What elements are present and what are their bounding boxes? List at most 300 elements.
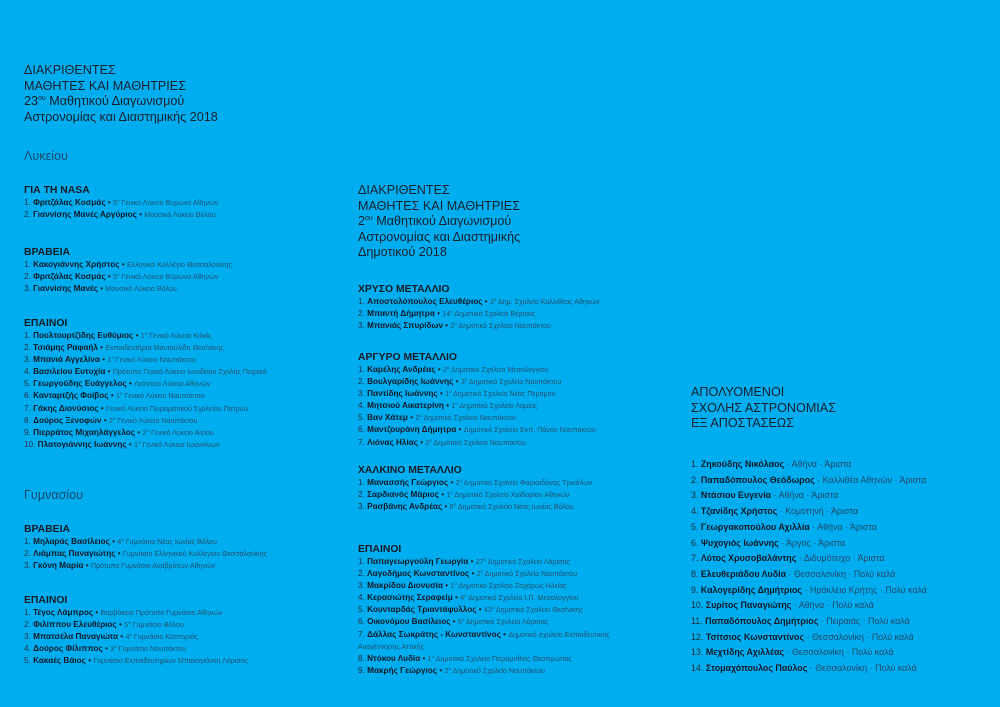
section-gold: [358, 284, 600, 332]
student-name: Κακογιάννης Χρήστος: [33, 260, 120, 269]
dimotiko-column: [358, 183, 520, 261]
student-name: Γεωργούδης Ευάγγελος: [33, 379, 127, 389]
list-item: [358, 653, 648, 665]
bullet-separator: •: [420, 437, 424, 447]
bullet-separator: •: [454, 593, 458, 603]
bullet-separator: •: [100, 343, 104, 353]
school-name: $1^o$ Δημοτικό Σχολείο Χαϊδαρίου Αθηνών: [446, 490, 570, 500]
student-name: Φριτζάλας Κοσμάς: [33, 272, 106, 282]
graduate-item: [691, 598, 927, 614]
school-name: $8^o$ Δημοτικό Σχολείο Νέας Ιωνίας Βόλου: [449, 502, 574, 512]
section-heading: ΕΠΑΙΝΟΙ: [24, 595, 68, 606]
title-line: Δημοτικού 2018: [358, 245, 447, 260]
graduate-name: Ελευθεριάδου Λυδία: [700, 568, 787, 579]
item-number: 5.: [358, 413, 365, 423]
list-item: [358, 665, 648, 677]
list-item: [24, 209, 218, 221]
item-number: 4.: [691, 506, 699, 517]
title-line: Αστρονομίας και Διαστημικής 2018: [24, 109, 218, 124]
list-item: [358, 308, 600, 320]
school-name: $1^o$ Γενικό Λύκειο Ναυπάκτου: [107, 355, 196, 365]
bullet-separator: ·: [866, 631, 870, 642]
title-line: ΔΙΑΚΡΙΘΕΝΤΕΣ: [358, 183, 450, 197]
title-line: ΕΞ ΑΠΟΣΤΑΣΕΩΣ: [691, 416, 795, 431]
item-number: 1.: [24, 537, 31, 546]
bullet-separator: •: [88, 656, 92, 666]
student-name: Κανταρτζής Φοίβος: [33, 391, 109, 401]
item-number: 5.: [24, 379, 31, 389]
gymnasiou-heading: Γυμνασίου: [24, 488, 84, 502]
graduate-item: [691, 567, 927, 583]
list-item: [358, 376, 596, 388]
graduate-item: [691, 661, 927, 677]
graduate-item: [691, 504, 927, 520]
list-item: [358, 437, 596, 449]
item-number: 1.: [24, 198, 31, 207]
bullet-separator: •: [85, 561, 89, 571]
list-item: [24, 619, 248, 631]
graduate-grade: Άριστα: [849, 521, 877, 532]
student-name: Φριτζάλας Κοσμάς: [33, 198, 106, 207]
item-number: 2.: [358, 490, 365, 500]
graduate-grade: Άριστα: [818, 537, 846, 548]
student-name: Βουλγαρίδης Ιωάννης: [367, 377, 454, 387]
bullet-separator: ·: [826, 506, 830, 517]
bullet-separator: •: [95, 608, 99, 617]
section-nasa: [24, 185, 218, 221]
bullet-separator: ·: [819, 459, 823, 469]
bullet-separator: •: [105, 644, 108, 654]
bullet-separator: ·: [826, 600, 830, 611]
school-name: $27^o$ Δημοτικό Σχολείο Λάρισας: [475, 557, 571, 566]
bullet-separator: ·: [773, 490, 777, 501]
school-name: $2^o$ Δημοτικό Σχολείο Ναυπάκτου: [476, 569, 578, 579]
section-heading: ΒΡΑΒΕΙΑ: [24, 247, 70, 258]
bullet-separator: •: [455, 377, 459, 387]
graduate-item: [691, 614, 927, 630]
section-vraveia-lykeiou: [24, 247, 232, 295]
bullet-separator: ·: [862, 616, 866, 627]
item-number: 3.: [24, 561, 31, 571]
item-number: 9.: [24, 427, 31, 437]
list-item: [24, 342, 267, 354]
student-name: Μητσιού Αικατερίνη: [367, 401, 444, 411]
school-name: $2^o$ Δημοτικό Σχολείο Ναυπάκτου: [425, 437, 526, 447]
graduate-grade: Άριστα: [857, 553, 885, 564]
student-name: Πουλτουρτζίδης Ευθύμιος: [33, 331, 134, 340]
school-name: $1^o$ Δημοτικό Σχολείο Νέας Περάμου: [445, 389, 556, 399]
bullet-separator: •: [478, 605, 482, 615]
school-name: $4^o$ Γυμνάσιο Νέας Ιωνίας Βόλου: [117, 537, 217, 546]
title-line: $23^{o\upsilon}$ Μαθητικού Διαγωνισμού: [24, 94, 185, 109]
bullet-separator: •: [110, 391, 114, 401]
school-name: $43^o$ Δημοτικό Σχολείο Θεσ/νίκης: [483, 605, 584, 615]
list-item: [358, 592, 648, 604]
student-name: Βαν Χάτεμ: [367, 413, 408, 423]
graduate-grade: Πολύ καλά: [832, 600, 874, 611]
student-name: Μπανιά Αγγελίνα: [33, 355, 100, 365]
bullet-separator: •: [439, 389, 443, 399]
item-number: 1.: [24, 608, 31, 617]
school-name: $2^o$ Δημοτικό Σχολείο Ναυπάκτου: [444, 665, 545, 675]
school-name: Λεόντειο Λύκειο Αθηνών: [134, 380, 211, 389]
graduate-name: Τσίτσιος Κωνσταντίνος: [705, 631, 805, 642]
list-item: [358, 501, 592, 513]
left-title: [24, 63, 218, 125]
item-number: 2.: [24, 343, 31, 353]
bullet-separator: ·: [779, 506, 783, 517]
item-number: 7.: [24, 403, 31, 413]
bullet-separator: ·: [846, 647, 850, 658]
school-name: $1^o$ Γενικό Λύκειο Κιλκίς: [140, 331, 212, 340]
graduate-grade: Άριστα: [824, 459, 852, 469]
list-item: [358, 629, 648, 653]
school-name: Γυμνάσιο Εκπαιδευτηρίων Μπακογιάννη Λάρισας: [93, 657, 249, 666]
graduate-city: Κομοτηνή: [785, 506, 824, 517]
item-number: 3.: [358, 321, 365, 331]
item-number: 4.: [24, 367, 31, 377]
bullet-separator: •: [452, 617, 456, 627]
school-name: $3^o$ Γυμνάσιο Ναυπάκτου: [110, 644, 187, 654]
school-name: $1^o$ Γενικό Λύκειο Ναυπάκτου: [115, 391, 205, 401]
list-item: [358, 364, 596, 376]
item-number: 7.: [691, 553, 699, 564]
lykeiou-heading: Λυκείου: [24, 149, 68, 163]
item-number: 3.: [358, 581, 365, 591]
student-name: Καρέλης Ανδρέας: [367, 365, 436, 374]
bullet-separator: •: [112, 537, 116, 546]
school-name: $4^o$ Δημοτικό Σχολείο Ι.Π. Μεσολογγίου: [460, 593, 579, 603]
list-item: [24, 631, 248, 643]
list-item: [24, 403, 267, 415]
graduate-grade: Πολύ καλά: [871, 631, 914, 642]
graduate-name: Γεωργακοπούλου Αχιλλία: [700, 521, 810, 532]
student-name: Κουνταρδάς Τριαντάφυλλος: [367, 605, 477, 615]
bullet-separator: •: [422, 653, 426, 663]
bullet-separator: ·: [786, 459, 790, 469]
bullet-separator: ·: [788, 568, 792, 579]
graduate-city: Αθήνα: [778, 490, 804, 501]
school-name: Δημοτικό Σχολείο Εκπ. Πάνου Ναυπάκτου: [463, 426, 596, 435]
graduate-grade: Πολύ καλά: [875, 663, 917, 674]
list-item: [358, 604, 648, 616]
school-name: $5^o$ Γενικό Λύκειο Βύρωνα Αθηνών: [113, 272, 219, 282]
school-name: Γυμνάσιο Ελληνικού Κολλεγίου Θεσσαλονίκης: [122, 550, 268, 559]
list-item: [24, 378, 267, 390]
title-line: ΑΠΟΛΥΟΜΕΝΟΙ: [691, 385, 785, 399]
school-name: $2^o$ Γενικό Λύκειο Ναυπάκτου: [108, 415, 198, 425]
list-item: [358, 489, 592, 501]
student-name: Οικονόμου Βασίλειος: [367, 617, 451, 627]
bullet-separator: •: [103, 415, 107, 425]
bullet-separator: ·: [806, 631, 810, 642]
section-silver: [358, 352, 596, 449]
graduate-grade: Άριστα: [811, 490, 839, 501]
item-number: 13.: [691, 647, 704, 658]
bullet-separator: •: [107, 272, 111, 282]
list-item: [24, 283, 232, 295]
item-number: 2.: [358, 377, 365, 387]
item-number: 8.: [358, 653, 365, 663]
item-number: 1.: [358, 557, 365, 566]
graduate-item: [691, 488, 927, 504]
student-name: Μπανιάς Σπυρίδων: [367, 321, 443, 331]
bullet-separator: ·: [812, 521, 816, 532]
graduate-city: Αθήνα: [798, 600, 825, 611]
school-name: $1^o$ Δημοτικό Σχολείο Λαμίας: [451, 401, 538, 411]
item-number: 9.: [691, 584, 699, 595]
graduate-grade: Πολύ καλά: [868, 616, 910, 627]
graduate-city: Άργος: [786, 537, 811, 548]
graduate-name: Ψυχογιός Ιωάννης: [700, 537, 779, 548]
item-number: 2.: [358, 309, 365, 319]
item-number: 11.: [691, 616, 703, 627]
item-number: 10.: [691, 600, 704, 611]
bullet-separator: ·: [869, 663, 873, 674]
graduate-city: Θεσσαλονίκη: [815, 663, 868, 674]
student-name: Γιαννίσης Μανές Αργύριος: [33, 210, 137, 220]
item-number: 2.: [24, 210, 31, 220]
bullet-separator: •: [107, 198, 111, 207]
bullet-separator: ·: [817, 474, 821, 485]
graduate-name: Μεχτίδης Αχιλλέας: [705, 647, 785, 658]
graduate-grade: Πολύ καλά: [885, 584, 927, 595]
student-name: Ντόκου Λυδία: [367, 653, 421, 663]
list-item: [24, 354, 267, 366]
bullet-separator: ·: [804, 584, 808, 595]
section-heading: ΒΡΑΒΕΙΑ: [24, 524, 70, 535]
school-name: $5^o$ Γενικό Λύκειο Βύρωνα Αθηνών: [113, 198, 219, 207]
item-number: 2.: [24, 620, 31, 630]
bullet-separator: •: [471, 569, 475, 579]
bullet-separator: •: [437, 365, 441, 374]
list-item: [358, 580, 648, 592]
list-item: [24, 415, 267, 427]
student-name: Πιερράτος Μιχαηλάγγελος: [33, 427, 136, 437]
school-name: Βαρβάκειο Πρότυπο Γυμνάσιο Αθηνών: [100, 609, 223, 617]
school-name: Μουσικό Λύκειο Βόλου: [105, 285, 177, 294]
graduate-item: [691, 630, 927, 646]
bullet-separator: •: [107, 367, 111, 377]
graduate-grade: Πολύ καλά: [851, 647, 894, 658]
student-name: Γάκης Διονύσιος: [33, 403, 99, 413]
item-number: 9.: [358, 665, 365, 675]
student-name: Κακαές Βάιος: [33, 656, 86, 666]
list-item: [24, 197, 218, 209]
graduate-item: [691, 536, 927, 552]
school-name: $2^o$ Δημ. Σχολείο Καλλιθέας Αθηνών: [489, 297, 600, 306]
item-number: 3.: [691, 490, 699, 501]
bullet-separator: ·: [820, 616, 824, 627]
bullet-separator: •: [445, 581, 449, 591]
item-number: 2.: [691, 474, 699, 485]
school-name: $6^o$ Δημοτικό Σχολείο Λάρισας: [457, 617, 549, 627]
item-number: 1.: [358, 478, 365, 487]
graduate-name: Καλογερίδης Δημήτριος: [700, 584, 803, 595]
bullet-separator: •: [458, 425, 462, 435]
title-line: ΣΧΟΛΗΣ ΑΣΤΡΟΝΟΜΙΑΣ: [691, 400, 836, 415]
student-name: Κερασιώτης Σεραφείμ: [367, 593, 453, 603]
bullet-separator: •: [128, 379, 132, 389]
school-name: $1^o$ Δημοτικό Σχολείο Παραμυθιάς Θεσπρωτίας: [427, 653, 572, 663]
list-item: [358, 400, 596, 412]
bullet-separator: ·: [798, 553, 802, 564]
student-name: Αποστολόπουλος Ελευθέριος: [367, 297, 483, 306]
item-number: 4.: [358, 593, 365, 603]
graduate-city: Θεσσαλονίκη: [811, 631, 864, 642]
item-number: 6.: [358, 617, 365, 627]
bullet-separator: •: [137, 427, 141, 437]
student-name: Σαρδιανός Μάριος: [367, 490, 439, 500]
list-item: [24, 560, 267, 572]
list-item: [24, 536, 267, 548]
student-name: Τσιάμης Ραφαήλ: [33, 343, 98, 353]
graduate-name: Παπαδόπουλος Θεόδωρος: [700, 474, 815, 485]
graduate-name: Τζανίδης Χρήστος: [700, 506, 778, 517]
list-item: [24, 390, 267, 402]
item-number: 5.: [24, 656, 31, 666]
item-number: 2.: [24, 272, 31, 282]
section-heading: ΑΡΓΥΡΟ ΜΕΤΑΛΛΙΟ: [358, 352, 458, 363]
item-number: 7.: [358, 437, 365, 447]
graduate-city: Ηράκλειο Κρήτης: [809, 584, 878, 595]
student-name: Λαγοδήμος Κωνσταντίνος: [367, 569, 470, 579]
graduate-name: Λύτος Χρυσοβαλάντης: [700, 553, 797, 564]
list-item: [358, 412, 596, 424]
school-name: Ελληνικό Κολλέγιο Θεσσαλονίκης: [126, 261, 232, 269]
section-epainoi-lykeiou: [24, 318, 267, 451]
item-number: 5.: [358, 605, 365, 615]
student-name: Λιάμπας Παναγιώτης: [33, 549, 116, 559]
title-line: ΔΙΑΚΡΙΘΕΝΤΕΣ: [24, 63, 116, 77]
bullet-separator: ·: [852, 553, 856, 564]
graduate-name: Ντάσιου Ευγενία: [700, 490, 772, 501]
graduate-item: [691, 457, 927, 473]
graduate-name: Παπαδόπουλος Δημήτριος: [705, 616, 819, 627]
list-item: [24, 607, 248, 619]
item-number: 3.: [24, 632, 31, 642]
graduate-city: Αθήνα: [791, 459, 817, 469]
student-name: Πλατογιάννης Ιωάννης: [37, 439, 127, 449]
graduates-list: [691, 457, 927, 677]
student-name: Δούρος Φίλιππος: [33, 644, 103, 654]
item-number: 8.: [24, 415, 31, 425]
bullet-separator: •: [439, 665, 443, 675]
item-number: 2.: [358, 569, 365, 579]
student-name: Βασιλείου Ευτυχία: [33, 367, 106, 377]
graduate-grade: Άριστα: [831, 506, 859, 517]
item-number: 10.: [24, 439, 36, 449]
list-item: [24, 271, 232, 283]
bullet-separator: •: [117, 549, 121, 559]
school-name: $2^o$ Δημοτικό Σχολείο Ναυπάκτου: [450, 321, 551, 331]
student-name: Ρασβάνης Ανδρέας: [367, 502, 443, 512]
bullet-separator: •: [135, 331, 139, 340]
middle-title: [358, 183, 520, 261]
school-name: Δημοτικό σχολείο Εκπαιδευτικής Αναγέννησης Αττικής: [358, 630, 610, 651]
student-name: Φιλίππου Ελευθέριος: [33, 620, 117, 630]
bullet-separator: •: [446, 401, 450, 411]
item-number: 1.: [358, 297, 365, 306]
student-name: Παντίδης Ιωάννης: [367, 389, 438, 399]
student-name: Δούρος Ξενοφών: [33, 415, 102, 425]
bullet-separator: •: [441, 490, 445, 500]
right-title: [691, 385, 836, 432]
student-name: Μπαντή Δήμητρα: [367, 309, 435, 319]
item-number: 12.: [691, 631, 704, 642]
bullet-separator: •: [120, 632, 124, 642]
graduates-column: [691, 385, 836, 432]
item-number: 3.: [358, 389, 365, 399]
item-number: 6.: [691, 537, 699, 548]
bullet-separator: •: [102, 355, 106, 365]
section-heading: ΓΙΑ ΤΗ NASA: [24, 185, 90, 196]
section-epainoi-gymnasiou: [24, 595, 248, 667]
student-name: Μηλαράς Βασίλειος: [33, 537, 110, 546]
bullet-separator: •: [484, 297, 488, 306]
student-name: Δάλλας Σωκράτης - Κωνσταντίνος: [367, 629, 501, 639]
item-number: 1.: [691, 459, 699, 469]
bullet-separator: •: [503, 629, 507, 639]
item-number: 6.: [358, 425, 365, 435]
graduate-name: Στομαχόπουλος Παύλος: [705, 663, 808, 674]
student-name: Μπατσέλα Παναγιώτα: [33, 632, 119, 642]
graduate-city: Αθήνα: [817, 521, 843, 532]
list-item: [24, 643, 248, 655]
bullet-separator: •: [444, 502, 448, 512]
school-name: $2^o$ Γενικό Λύκειο Αιγίου: [142, 427, 214, 437]
lykeio-gymnasio-column: [24, 63, 218, 125]
student-name: Μανασσής Γεώργιος: [367, 478, 449, 487]
graduate-city: Θεσσαλονίκη: [793, 568, 846, 579]
graduate-name: Συρίτος Παναγιώτης: [705, 600, 792, 611]
school-name: $2^o$ Δημοτικό Σχολείο Μεσολογγίου: [443, 365, 549, 374]
list-item: [24, 427, 267, 439]
item-number: 1.: [24, 260, 31, 269]
item-number: 6.: [24, 391, 31, 401]
title-line: ΜΑΘΗΤΕΣ ΚΑΙ ΜΑΘΗΤΡΙΕΣ: [358, 198, 520, 213]
list-item: [358, 568, 648, 580]
bullet-separator: •: [410, 413, 414, 423]
student-name: Τέγος Λάμπρος: [33, 608, 94, 617]
student-name: Μακρίδου Διονυσία: [367, 581, 443, 591]
bullet-separator: ·: [786, 647, 790, 658]
item-number: 4.: [24, 644, 31, 654]
list-item: [24, 330, 267, 342]
bullet-separator: •: [470, 557, 474, 566]
student-name: Λιόνας Ηλίας: [367, 437, 419, 447]
graduate-grade: Πολύ καλά: [853, 568, 896, 579]
bullet-separator: ·: [806, 490, 810, 501]
school-name: Εκπαιδευτήρια Μαντουλίδη Θεσ/νίκης: [105, 344, 224, 353]
item-number: 7.: [358, 629, 365, 639]
graduate-item: [691, 645, 927, 661]
section-bronze: [358, 465, 592, 513]
student-name: Μακρής Γεώργιος: [367, 665, 438, 675]
item-number: 3.: [24, 284, 31, 294]
title-line: ΜΑΘΗΤΕΣ ΚΑΙ ΜΑΘΗΤΡΙΕΣ: [24, 78, 186, 93]
bullet-separator: •: [128, 439, 132, 449]
list-item: [358, 477, 592, 489]
list-item: [358, 320, 600, 332]
item-number: 14.: [691, 663, 704, 674]
student-name: Γκόνη Μαρία: [33, 561, 84, 571]
school-name: $5^o$ Γυμνάσιο Βόλου: [124, 620, 184, 630]
list-item: [358, 296, 600, 308]
student-name: Παπαγεωργούλη Γεωργία: [367, 557, 469, 566]
student-name: Μαντζουράνη Δήμητρα: [367, 425, 457, 435]
bullet-separator: •: [100, 403, 104, 413]
